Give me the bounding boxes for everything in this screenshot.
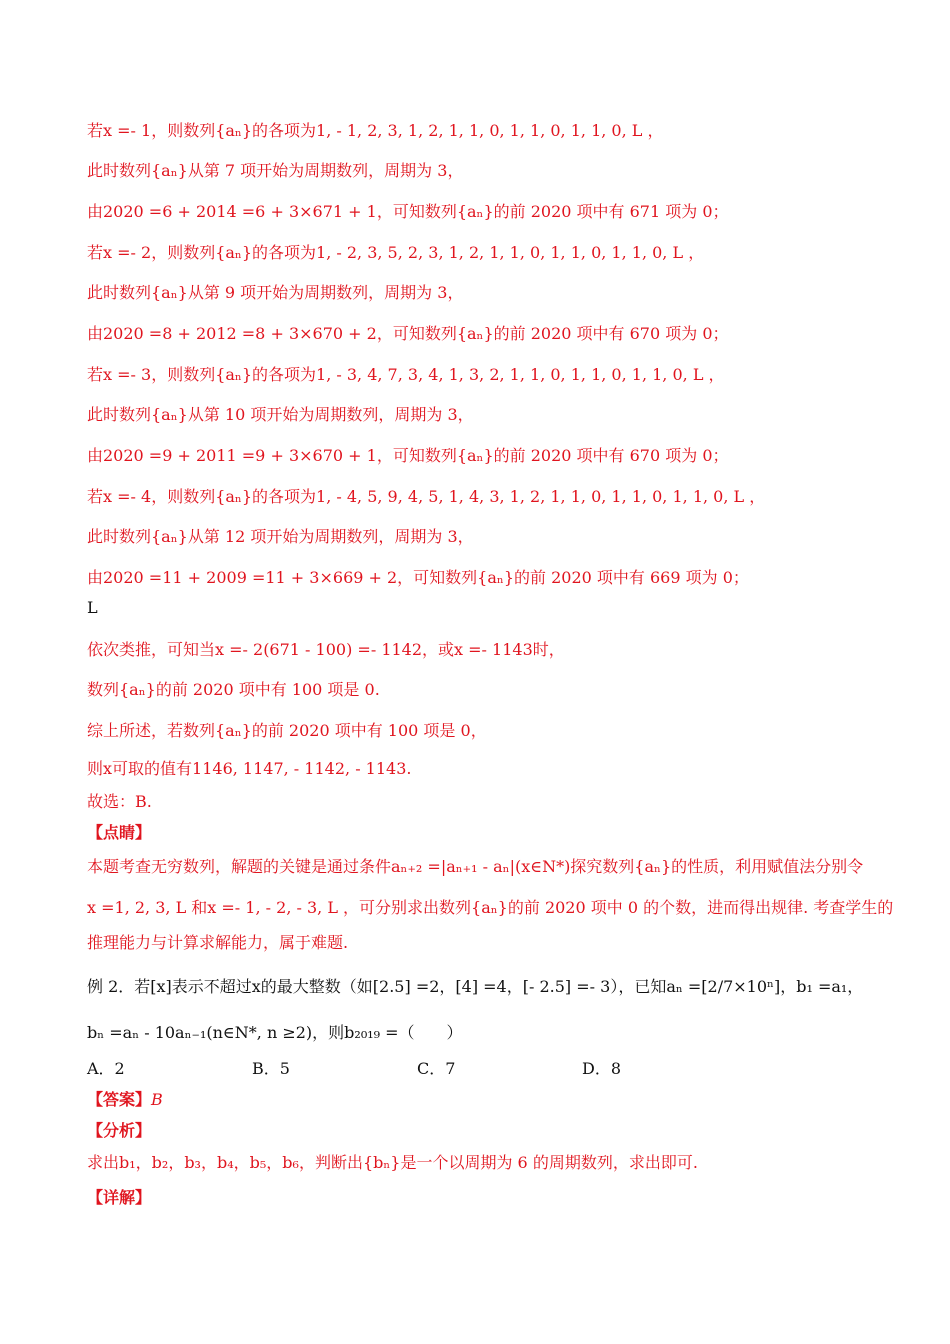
answer-value: B <box>151 1090 163 1109</box>
fenxi-text: 求出b₁，b₂，b₃，b₄，b₅，b₆，判断出{bₙ}是一个以周期为 6 的周期数列，求出即可. <box>87 1153 698 1172</box>
text-line: 依次类推，可知当x =- 2(671 - 100) =- 1142，或x =- 1143时， <box>87 640 565 659</box>
dianjing-line: 推理能力与计算求解能力，属于难题. <box>87 933 349 952</box>
section-heading-dianjing: 【点睛】 <box>87 823 152 842</box>
text-line: 由2020 =6 + 2014 =6 + 3×671 + 1，可知数列{aₙ}的前 2020 项中有 671 项为 0； <box>87 202 729 221</box>
text-line: 由2020 =9 + 2011 =9 + 3×670 + 1，可知数列{aₙ}的前 2020 项中有 670 项为 0； <box>87 446 729 465</box>
option-b: B．5 <box>252 1059 290 1078</box>
dianjing-line: x =1, 2, 3, L 和x =- 1, - 2, - 3, L ，可分别求出数列{aₙ}的前 2020 项中 0 的个数，进而得出规律. 考查学生的 <box>87 898 894 917</box>
example-2-stem <box>87 975 880 999</box>
section-heading-fenxi: 【分析】 <box>87 1121 152 1140</box>
answer-line <box>87 1088 880 1112</box>
text-line: 此时数列{aₙ}从第 10 项开始为周期数列，周期为 3， <box>87 405 474 424</box>
ellipsis-line: L <box>87 598 98 617</box>
text-line: 综上所述，若数列{aₙ}的前 2020 项中有 100 项是 0， <box>87 721 487 740</box>
text-line: 若x =- 4，则数列{aₙ}的各项为1, - 4, 5, 9, 4, 5, 1, 4, 3, 1, 2, 1, 1, 0, 1, 1, 0, 1, 1, 0, L ， <box>87 487 766 506</box>
text-line: 若x =- 3，则数列{aₙ}的各项为1, - 3, 4, 7, 3, 4, 1, 3, 2, 1, 1, 0, 1, 1, 0, 1, 1, 0, L ， <box>87 365 725 384</box>
text-line: 此时数列{aₙ}从第 7 项开始为周期数列，周期为 3， <box>87 161 464 180</box>
option-d: D．8 <box>582 1059 622 1078</box>
text-line: 若x =- 1，则数列{aₙ}的各项为1, - 1, 2, 3, 1, 2, 1, 1, 0, 1, 1, 0, 1, 1, 0, L ， <box>87 121 664 140</box>
answer-label: 【答案】 <box>87 1090 152 1109</box>
option-a: A．2 <box>87 1059 125 1078</box>
text-line: 此时数列{aₙ}从第 9 项开始为周期数列，周期为 3， <box>87 283 464 302</box>
text-line: 数列{aₙ}的前 2020 项中有 100 项是 0. <box>87 680 380 699</box>
section-heading-xiangjie: 【详解】 <box>87 1188 152 1207</box>
example-2-stem-cont: bₙ =aₙ - 10aₙ₋₁(n∈N*, n ≥2)，则b₂₀₁₉ =（ ） <box>87 1023 463 1042</box>
option-c: C．7 <box>417 1059 456 1078</box>
text-line: 由2020 =8 + 2012 =8 + 3×670 + 2，可知数列{aₙ}的前 2020 项中有 670 项为 0； <box>87 324 729 343</box>
text-line: 若x =- 2，则数列{aₙ}的各项为1, - 2, 3, 5, 2, 3, 1, 2, 1, 1, 0, 1, 1, 0, 1, 1, 0, L ， <box>87 243 705 262</box>
text-line: 此时数列{aₙ}从第 12 项开始为周期数列，周期为 3， <box>87 527 474 546</box>
choice-line: 故选：B. <box>87 792 152 811</box>
options-row <box>87 1057 880 1081</box>
dianjing-line: 本题考查无穷数列，解题的关键是通过条件aₙ₊₂ =|aₙ₊₁ - aₙ|(x∈N*)探究数列{aₙ}的性质，利用赋值法分别令 <box>87 857 864 876</box>
text-line: 由2020 =11 + 2009 =11 + 3×669 + 2，可知数列{aₙ}的前 2020 项中有 669 项为 0； <box>87 568 749 587</box>
example-2-line1: 例 2．若[x]表示不超过x的最大整数（如[2.5] =2，[4] =4，[- 2.5] =- 3），已知aₙ =[2/7×10ⁿ]，b₁ =a₁， <box>87 977 864 996</box>
text-line: 则x可取的值有1146, 1147, - 1142, - 1143. <box>87 759 412 778</box>
